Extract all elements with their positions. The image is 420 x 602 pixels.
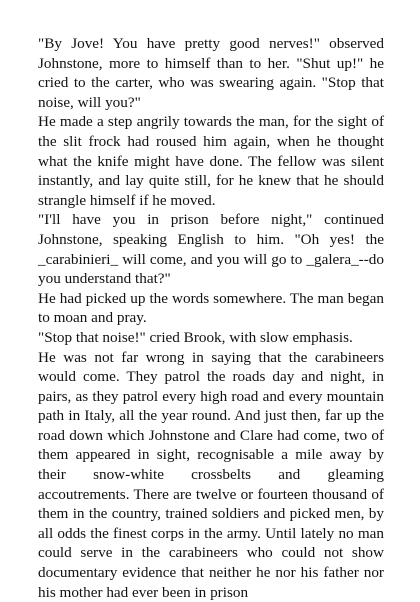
paragraph-3: "I'll have you in prison before night," continued Johnstone, speaking English to him. "Oh yes! the _carabinieri_ will come, and you will go to _galera_--do you understand that?": [38, 210, 384, 288]
paragraph-5: "Stop that noise!" cried Brook, with slow emphasis.: [38, 328, 384, 348]
paragraph-2: He made a step angrily towards the man, for the sight of the slit frock had roused him again, when he thought what the knife might have done. The fellow was silent instantly, and lay quite still, for he knew that he should strangle himself if he moved.: [38, 112, 384, 210]
document-page: [38, 34, 384, 602]
paragraph-6: He was not far wrong in saying that the carabineers would come. They patrol the roads day and night, in pairs, as they patrol every high road and every mountain path in Italy, all the year round. And just then, far up the road down which Johnstone and Clare had come, two of them appeared in sight, recognisable a mile away by their snow-white crossbelts and gleaming accoutrements. There are twelve or fourteen thousand of them in the country, trained soldiers and picked men, by all odds the finest corps in the army. Until lately no man could serve in the carabineers who could not show documentary evidence that neither he nor his father nor his mother had ever been in prison: [38, 348, 384, 602]
paragraph-4: He had picked up the words somewhere. The man began to moan and pray.: [38, 289, 384, 328]
paragraph-1: "By Jove! You have pretty good nerves!" observed Johnstone, more to himself than to her. "Shut up!" he cried to the carter, who was swearing again. "Stop that noise, will you?": [38, 34, 384, 112]
